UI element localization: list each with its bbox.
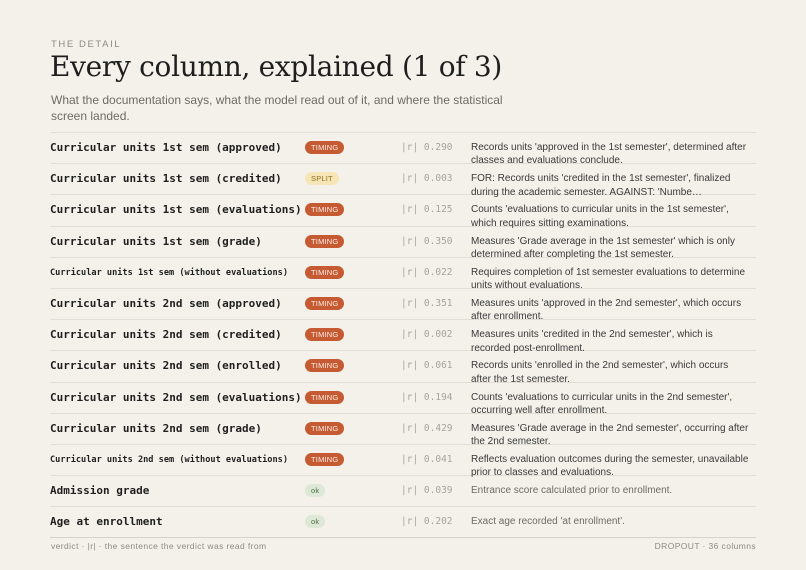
correlation-label: |r| <box>401 142 419 153</box>
correlation-label: |r| <box>401 329 419 341</box>
verdict-badge: TIMING <box>305 453 344 466</box>
verdict-sentence: Records units 'approved in the 1st semester', determined after classes and evaluations conclude. <box>471 142 747 167</box>
column-name: Curricular units 2nd sem (grade) <box>50 421 262 435</box>
column-name: Curricular units 2nd sem (without evaluations) <box>50 454 288 465</box>
correlation-value <box>401 360 453 371</box>
correlation-value <box>401 298 453 309</box>
correlation-label: |r| <box>401 516 419 528</box>
verdict-badge: ok <box>305 515 325 528</box>
column-name: Admission grade <box>50 484 150 498</box>
correlation-label: |r| <box>401 453 419 465</box>
correlation-number: 0.022 <box>423 266 453 278</box>
correlation-value <box>401 173 453 184</box>
correlation-value <box>401 329 453 340</box>
verdict-badge: TIMING <box>305 297 344 310</box>
table-row <box>50 164 756 198</box>
table-row <box>50 445 756 479</box>
correlation-label: |r| <box>401 391 419 403</box>
correlation-value <box>401 454 453 465</box>
footer-source: DROPOUT · 36 columns <box>654 541 756 551</box>
verdict-badge: TIMING <box>305 422 344 435</box>
column-name: Curricular units 1st sem (without evaluations) <box>50 267 288 278</box>
table-row <box>50 195 756 229</box>
verdict-sentence: Measures units 'approved in the 2nd semester', which occurs after enrollment. <box>471 297 742 323</box>
correlation-value <box>401 267 453 278</box>
correlation-label: |r| <box>401 266 419 278</box>
column-name: Curricular units 2nd sem (approved) <box>50 296 282 310</box>
correlation-number: 0.002 <box>423 329 453 341</box>
correlation-number: 0.290 <box>423 142 453 153</box>
correlation-value <box>401 485 453 496</box>
column-name: Curricular units 1st sem (grade) <box>50 234 262 248</box>
correlation-label: |r| <box>401 204 419 216</box>
verdict-sentence: Measures units 'credited in the 2nd semester', which is recorded post-enrollment. <box>471 329 713 354</box>
column-name: Curricular units 1st sem (credited) <box>50 172 282 186</box>
column-name: Curricular units 1st sem (evaluations) <box>50 203 302 217</box>
verdict-badge: TIMING <box>305 359 344 372</box>
correlation-value <box>401 423 453 434</box>
verdict-badge: ok <box>305 484 325 497</box>
correlation-value <box>401 392 453 403</box>
verdict-badge: TIMING <box>305 203 344 216</box>
verdict-badge: TIMING <box>305 141 344 154</box>
verdict-sentence: Requires completion of 1st semester evaluations to determine units without evaluations. <box>471 266 746 292</box>
columns-table <box>50 132 756 538</box>
correlation-number: 0.003 <box>423 173 453 185</box>
table-row <box>50 227 756 258</box>
correlation-number: 0.039 <box>423 485 453 497</box>
verdict-badge: TIMING <box>305 266 344 279</box>
table-row <box>50 289 756 323</box>
table-row <box>50 476 756 507</box>
verdict-sentence: FOR: Records units 'credited in the 1st semester', finalized during the academic semester. AGAINST: 'Numbe… <box>471 173 731 198</box>
correlation-label: |r| <box>401 297 419 309</box>
correlation-number: 0.041 <box>423 453 453 465</box>
table-row <box>50 320 756 354</box>
verdict-sentence: Measures 'Grade average in the 2nd semester', occurring after the 2nd semester. <box>471 422 749 448</box>
correlation-label: |r| <box>401 235 419 247</box>
page-title: Every column, explained (1 of 3) <box>50 50 503 83</box>
column-name: Curricular units 2nd sem (evaluations) <box>50 390 302 404</box>
correlation-number: 0.429 <box>423 422 453 434</box>
page-subtitle: What the documentation says, what the model read out of it, and where the statistical screen landed. <box>51 93 503 123</box>
correlation-number: 0.125 <box>423 204 453 216</box>
correlation-value <box>401 142 453 153</box>
correlation-label: |r| <box>401 422 419 434</box>
correlation-label: |r| <box>401 485 419 497</box>
column-name: Curricular units 1st sem (approved) <box>50 141 282 154</box>
table-row <box>50 351 756 385</box>
correlation-number: 0.061 <box>423 360 453 372</box>
correlation-number: 0.351 <box>423 297 453 309</box>
column-name: Curricular units 2nd sem (credited) <box>50 328 282 342</box>
table-row <box>50 507 756 538</box>
verdict-sentence: Counts 'evaluations to curricular units in the 2nd semester', occurring well after enrollment. <box>471 391 733 416</box>
correlation-value <box>401 204 453 215</box>
verdict-sentence: Records units 'enrolled in the 2nd semester', which occurs after the 1st semester. <box>471 360 729 385</box>
footer-legend: verdict · |r| · the sentence the verdict was read from <box>51 541 267 551</box>
verdict-sentence: Counts 'evaluations to curricular units in the 1st semester', which requires sitting examinations. <box>471 204 729 229</box>
verdict-badge: TIMING <box>305 328 344 341</box>
correlation-value <box>401 236 453 247</box>
verdict-sentence: Exact age recorded 'at enrollment'. <box>471 516 625 528</box>
correlation-label: |r| <box>401 173 419 185</box>
verdict-sentence: Measures 'Grade average in the 1st semester' which is only determined after completing the 1st semester. <box>471 235 735 260</box>
correlation-value <box>401 516 453 527</box>
verdict-badge: TIMING <box>305 235 344 248</box>
eyebrow-label: THE DETAIL <box>51 39 122 50</box>
correlation-number: 0.350 <box>423 235 453 247</box>
column-name: Age at enrollment <box>50 515 163 529</box>
column-name: Curricular units 2nd sem (enrolled) <box>50 359 282 373</box>
correlation-number: 0.202 <box>423 516 453 528</box>
table-row <box>50 133 756 167</box>
table-row <box>50 414 756 448</box>
correlation-number: 0.194 <box>423 391 453 403</box>
verdict-badge: SPLIT <box>305 172 339 185</box>
correlation-label: |r| <box>401 360 419 372</box>
verdict-sentence: Entrance score calculated prior to enrollment. <box>471 485 673 497</box>
table-row <box>50 383 756 414</box>
verdict-sentence: Reflects evaluation outcomes during the semester, unavailable prior to classes and evaluations. <box>471 453 749 479</box>
table-row <box>50 258 756 292</box>
verdict-badge: TIMING <box>305 391 344 404</box>
